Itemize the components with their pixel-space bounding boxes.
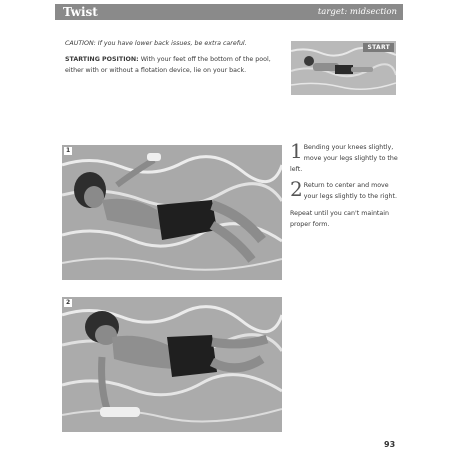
starting-position: [65, 55, 280, 76]
step-1-photo: [62, 145, 282, 280]
repeat-instruction: Repeat until you can't maintain proper form.: [290, 210, 390, 228]
pool-water-image: [62, 145, 282, 280]
caution-note: CAUTION: If you have lower back issues, be extra careful.: [65, 40, 247, 47]
step-text: Return to center and move your legs slightly to the right.: [303, 182, 397, 200]
start-position-photo: [291, 41, 396, 95]
step-2-photo: [62, 297, 282, 432]
page-number: 93: [384, 440, 396, 449]
start-label: START: [363, 43, 394, 52]
photo-number-2: 2: [66, 299, 71, 306]
instruction-step-2: [290, 177, 400, 202]
step-number: 2: [290, 177, 303, 201]
exercise-title: Twist: [63, 5, 98, 19]
starting-position-label: STARTING POSITION:: [65, 56, 139, 63]
step-number: 1: [290, 139, 303, 163]
photo-number-1: 1: [66, 147, 71, 154]
header-bar: [55, 4, 403, 20]
pool-water-image: [62, 297, 282, 432]
instruction-step-1: [290, 139, 400, 175]
exercise-target: target: midsection: [317, 7, 397, 17]
step-text: Bending your knees slightly, move your legs slightly to the left.: [290, 144, 398, 173]
starting-position-text: With your feet off the bottom of the pool, either with or without a flotation device, lie on your back.: [65, 56, 271, 74]
